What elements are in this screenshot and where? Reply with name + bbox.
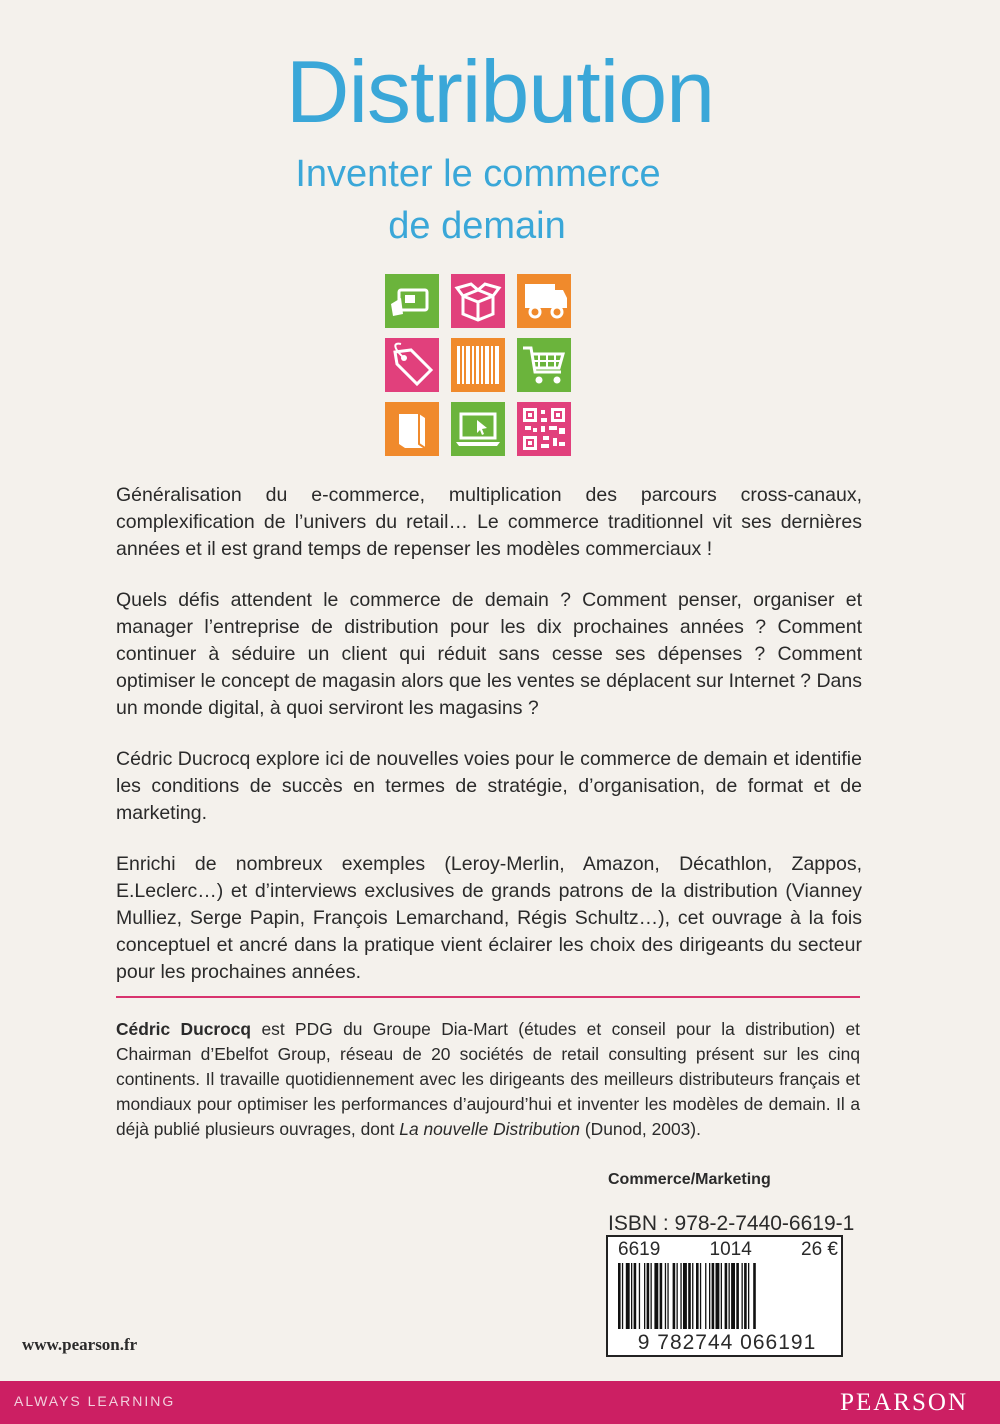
card-payment-icon	[385, 274, 439, 328]
barcode-bar	[665, 1263, 666, 1329]
barcode-bar	[660, 1263, 663, 1329]
shopping-bag-icon	[385, 402, 439, 456]
price-code-1: 6619	[618, 1239, 661, 1260]
blurb-paragraph-4: Enrichi de nombreux exemples (Leroy-Merlin, Amazon, Décathlon, Zappos, E.Leclerc…) et d’interviews exclusives de grands patrons de la distribution (Vianney Mulliez, Serge Papin, François Lemarchand, Régis Schultz…), cet ouvrage à la fois conceptuel et ancré dans la pratique vient éclairer les choix des dirigeants du secteur pour les prochaines années.	[116, 853, 862, 983]
barcode-bar	[700, 1263, 701, 1329]
barcode-bar	[725, 1263, 728, 1329]
barcode-bar	[721, 1263, 722, 1329]
qr-code-icon	[517, 402, 571, 456]
book-category: Commerce/Marketing	[608, 1171, 771, 1188]
shopping-cart-icon	[517, 338, 571, 392]
book-subtitle-line1: Inventer le commerce	[295, 153, 661, 195]
bio-text-1: est PDG du Groupe Dia-Mart (études et conseil pour la distribution) et Chairman d’Ebelfot Group, réseau de 20 sociétés de retail consulting présent sur les cinq continents. Il travaille quotidiennement avec les dirigeants des meilleurs distributeurs français et mondiaux pour optimiser les performances d’aujourd’hui et inventer les modèles de demain. Il a déjà publié plusieurs ouvrages, dont	[116, 1019, 861, 1139]
book-subtitle-line2: de demain	[388, 205, 566, 247]
blurb-paragraph-3: Cédric Ducrocq explore ici de nouvelles voies pour le commerce de demain et identifie les conditions de succès en termes de stratégie, d’organisation, de format et de marketing.	[116, 748, 862, 824]
barcode-bar	[748, 1263, 749, 1329]
publisher-logo: PEARSON	[840, 1389, 968, 1416]
barcode-bar	[680, 1263, 681, 1329]
footer-tagline: ALWAYS LEARNING	[14, 1393, 176, 1409]
barcode-bar	[618, 1263, 621, 1329]
blurb-paragraph-2: Quels défis attendent le commerce de demain ? Comment penser, organiser et manager l’entreprise de distribution pour les dix prochaines années ? Comment continuer à séduire un client qui réduit sans cesse ses dépenses ? Comment optimiser le concept de magasin alors que les ventes se déplacent sur Internet ? Dans un monde digital, à quoi serviront les magasins ?	[116, 589, 862, 719]
barcode-bar	[712, 1263, 715, 1329]
barcode-bar	[709, 1263, 710, 1329]
bio-text-2: (Dunod, 2003).	[580, 1119, 701, 1139]
barcode-icon	[451, 338, 505, 392]
blurb-paragraph-1: Généralisation du e-commerce, multiplication des parcours cross-canaux, complexification de l’univers du retail… Le commerce traditionnel vit ses dernières années et il est grand temps de repenser les modèles commerciaux !	[116, 484, 862, 560]
icon-grid	[385, 274, 571, 456]
barcode-bar	[677, 1263, 678, 1329]
barcode-bar	[667, 1263, 668, 1329]
package-box-icon	[451, 274, 505, 328]
barcode-bar	[716, 1263, 720, 1329]
publisher-footer	[0, 1381, 1000, 1424]
website-url[interactable]: www.pearson.fr	[22, 1335, 138, 1354]
barcode-bar	[673, 1263, 676, 1329]
delivery-truck-icon	[517, 274, 571, 328]
barcode-bar	[631, 1263, 632, 1329]
barcode-bar	[729, 1263, 730, 1329]
price-tag-icon	[385, 338, 439, 392]
barcode-bar	[644, 1263, 645, 1329]
barcode-bar	[736, 1263, 739, 1329]
barcode-bar	[622, 1263, 623, 1329]
barcode-bar	[651, 1263, 652, 1329]
barcode-bar	[626, 1263, 630, 1329]
barcode-bar	[753, 1263, 756, 1329]
barcode-block	[606, 1235, 843, 1357]
barcode-bar	[705, 1263, 706, 1329]
barcode-bar	[683, 1263, 687, 1329]
barcode-bar	[744, 1263, 747, 1329]
author-name: Cédric Ducrocq	[116, 1019, 252, 1039]
barcode-digits: 9 782744 066191	[637, 1331, 817, 1354]
isbn-number: ISBN : 978-2-7440-6619-1	[608, 1212, 855, 1235]
back-cover-blurb	[116, 482, 862, 1010]
barcode-bar	[696, 1263, 699, 1329]
barcode-bar	[639, 1263, 640, 1329]
barcode-bar	[688, 1263, 691, 1329]
section-divider	[116, 996, 860, 998]
price: 26 €	[801, 1239, 838, 1260]
barcode-bars	[616, 1263, 837, 1331]
barcode-bar	[731, 1263, 735, 1329]
barcode-bar	[634, 1263, 637, 1329]
bio-book-title: La nouvelle Distribution	[399, 1119, 581, 1139]
barcode-bar	[647, 1263, 650, 1329]
barcode-bar	[742, 1263, 743, 1329]
barcode-bar	[692, 1263, 693, 1329]
laptop-cursor-icon	[451, 402, 505, 456]
author-bio	[116, 1017, 860, 1142]
price-code-2: 1014	[709, 1239, 752, 1260]
book-title: Distribution	[285, 42, 715, 141]
barcode-bar	[654, 1263, 658, 1329]
price-line	[618, 1239, 838, 1261]
